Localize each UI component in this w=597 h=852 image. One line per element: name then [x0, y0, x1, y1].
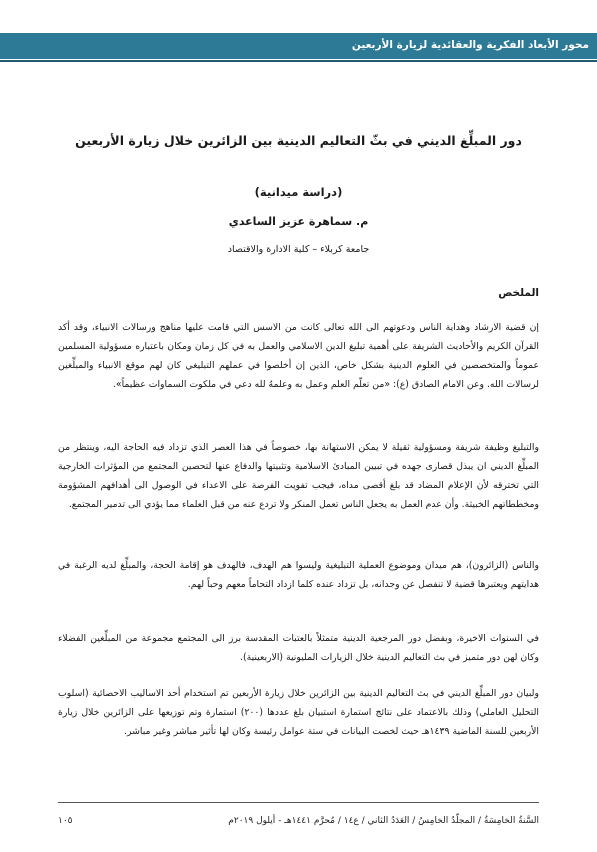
abstract-heading: الملخص: [498, 287, 539, 299]
author-name: م. سماهرة عزيز الساعدي: [228, 215, 369, 228]
running-header: محور الأبعاد الفكرية والعقائدية لزيارة الأربعين: [351, 39, 589, 51]
article-subtitle: (دراسة ميدانية): [254, 185, 343, 199]
issue-info: السَّنةُ الخامِسَةُ / المجلّدُ الخامِسُ / العَدَدُ الثاني / ع١٤ / مُحرَّم ١٤٤١هـ - أيلول ٢٠١٩م: [228, 816, 539, 826]
article-title: دور المبلِّغ الديني في بثّ التعاليم الدينية بين الزائرين خلال زيارة الأربعين: [75, 133, 522, 148]
abstract-paragraph: في السنوات الاخيرة، وبفضل دور المرجعية الدينية متمثلاً بالعتبات المقدسة برز الى المجتمع مجموعة من المبلِّغين الفضلاء وكان لهن دور متميز في بث التعاليم الدينية خلال الزيارات المليونية (الاربعينية).: [58, 633, 539, 664]
footer-divider: [58, 802, 539, 803]
abstract-paragraph: والتبليغ وظيفة شريفة ومسؤولية ثقيلة لا يمكن الاستهانة بها، خصوصاً في هذا العصر الذي تزداد فيه الحاجة اليه، وينتظر من المبلِّغ الديني ان يبذل قصارى جهده في تبيين المبادئ الاسلامية وتثبيتها والدفاع عنها لتحصين المجتمع من المؤثرات الخارجية التي تخترقه لأن الإعلام المضاد قد بلغ أقصى مداه، فيجب تفويت الفرصة على الاعداء في الوصول الى أهدافهم المشؤومة ومخططاتهم الخبيثة. وأن عدم العمل به يجعل الناس تعمل المنكر ولا تردع عنه من قبل العلماء مما يؤدي الى تدمير المجتمع.: [58, 442, 539, 511]
author-affiliation: جامعة كربلاء – كلية الادارة والاقتصاد: [227, 244, 370, 255]
abstract-paragraph: إن قضية الارشاد وهداية الناس ودعوتهم الى الله تعالى كانت من الاسس التي قامت عليها مناهج ورسالات الانبياء، وقد أكد القرآن الكريم والأحاديث الشريفة على أهمية تبليغ الدين الاسلامي والعمل به في كل زمان ومكان باعتباره مسؤولية المسلمين عموماً والمتخصصين في العلوم الدينية بشكل خاص، الذين إن أخلصوا في عملهم التبليغي كان لهم موقع الانبياء والمبلِّغين لرسالات الله. وعن الامام الصادق (ع): «من تعلّم العلم وعمل به وعلمهُ لله دعي في ملكوت السماوات عظيماً».: [58, 322, 539, 391]
page-number: ١٠٥: [58, 816, 73, 826]
abstract-paragraph: والناس (الزائرون)، هم ميدان وموضوع العملية التبليغية وليسوا هم الهدف، فالهدف هو إقامة الحجة، والمبلِّغ لديه الرغبة في هدايتهم ويعتبرها قضية لا تنفصل عن وجدانه، بل تزداد عنده كلما ازداد التحاماً معهم وحباً لهم.: [58, 560, 539, 591]
abstract-paragraph: ولبيان دور المبلِّغ الديني في بث التعاليم الدينية بين الزائرين خلال زيارة الأربعين تم استخدام أحد الاساليب الاحصائية (اسلوب التحليل العاملي) وذلك بالاعتماد على نتائج استمارة استبيان بلغ عددها (٢٠٠) استمارة وتم توزيعها على الزائرين خلال زيارة الأربعين للسنة الماضية ١٤٣٩هـ حيث لخصت البيانات في ستة عوامل رئيسة وكان لها تأثير مباشر وغير مباشر.: [58, 688, 539, 738]
